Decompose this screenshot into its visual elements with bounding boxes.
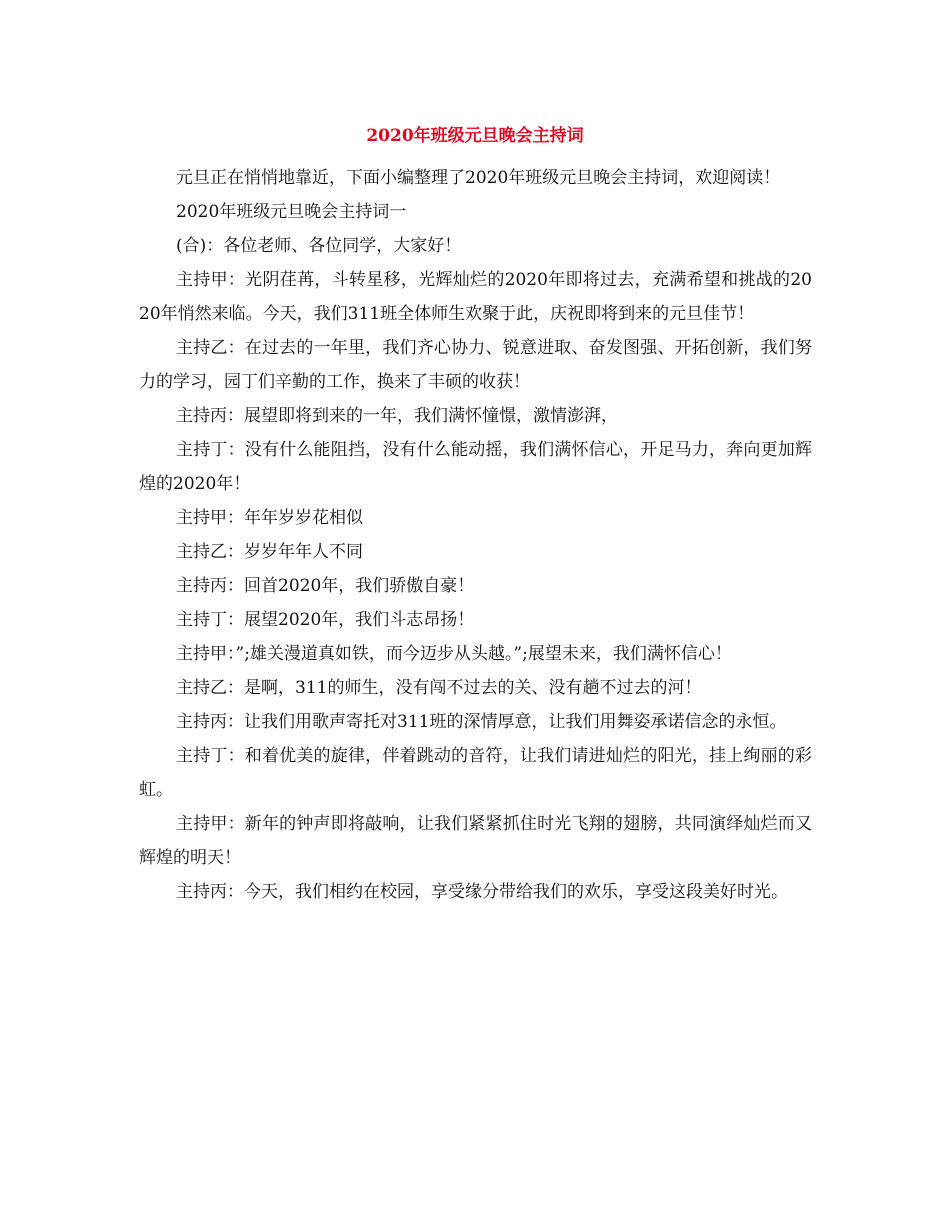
paragraph-host-c-2: 主持丙：回首2020年，我们骄傲自豪！	[176, 576, 475, 596]
paragraph-host-a-3: 主持甲：”;雄关漫道真如铁，而今迈步从头越。”;展望未来，我们满怀信心！	[176, 644, 732, 664]
paragraph-section-heading: 2020年班级元旦晚会主持词一	[176, 202, 407, 222]
paragraph-host-c-1: 主持丙：展望即将到来的一年，我们满怀憧憬，激情澎湃，	[176, 406, 618, 426]
paragraph-host-d-3: 主持丁：和着优美的旋律，伴着跳动的音符，让我们请进灿烂的阳光，挂上绚丽的彩虹。	[139, 746, 812, 800]
paragraph-host-d-1: 主持丁：没有什么能阻挡，没有什么能动摇，我们满怀信心，开足马力，奔向更加辉煌的2020年！	[139, 440, 812, 494]
paragraph-intro: 元旦正在悄悄地靠近，下面小编整理了2020年班级元旦晚会主持词，欢迎阅读！	[176, 168, 781, 188]
paragraph-host-c-3: 主持丙：让我们用歌声寄托对311班的深情厚意，让我们用舞姿承诺信念的永恒。	[176, 712, 787, 732]
paragraph-host-a-4: 主持甲：新年的钟声即将敲响，让我们紧紧抓住时光飞翔的翅膀，共同演绎灿烂而又辉煌的明天！	[139, 814, 812, 868]
paragraph-host-b-2: 主持乙：岁岁年年人不同	[176, 542, 363, 562]
document-body	[139, 161, 812, 909]
paragraph-chorus: (合)：各位老师、各位同学，大家好！	[176, 236, 462, 256]
paragraph-host-a-2: 主持甲：年年岁岁花相似	[176, 508, 363, 528]
paragraph-host-b-3: 主持乙：是啊，311的师生，没有闯不过去的关、没有趟不过去的河！	[176, 678, 702, 698]
paragraph-host-a-1: 主持甲：光阴荏苒，斗转星移，光辉灿烂的2020年即将过去，充满希望和挑战的2020年悄然来临。今天，我们311班全体师生欢聚于此，庆祝即将到来的元旦佳节！	[139, 270, 812, 324]
paragraph-host-b-1: 主持乙：在过去的一年里，我们齐心协力、锐意进取、奋发图强、开拓创新，我们努力的学习，园丁们辛勤的工作，换来了丰硕的收获！	[139, 338, 812, 392]
paragraph-host-c-4: 主持丙：今天，我们相约在校园，享受缘分带给我们的欢乐，享受这段美好时光。	[176, 882, 788, 902]
paragraph-host-d-2: 主持丁：展望2020年，我们斗志昂扬！	[176, 610, 475, 630]
document-title: 2020年班级元旦晚会主持词	[366, 126, 584, 146]
